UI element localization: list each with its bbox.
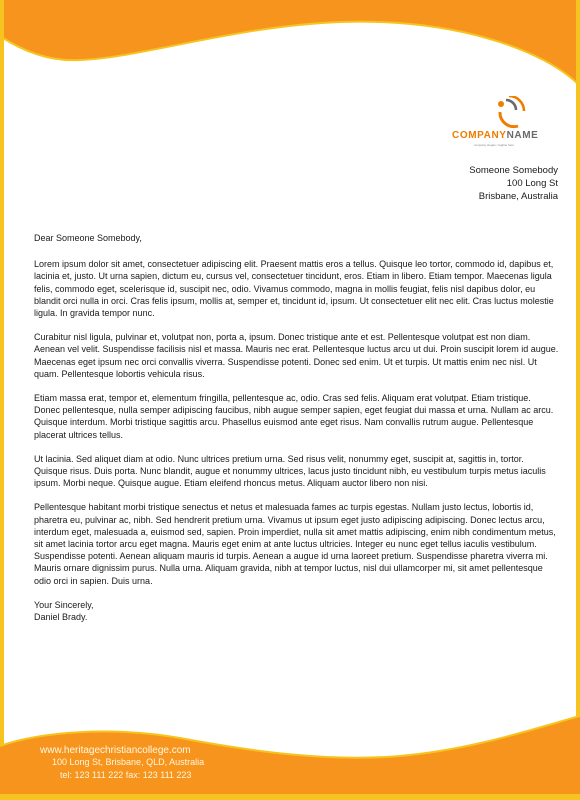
logo-signal-icon <box>492 96 528 130</box>
left-border <box>0 0 4 800</box>
footer-watermark <box>40 745 191 756</box>
recipient-address <box>469 164 558 203</box>
footer-phones: tel: 123 111 222 fax: 123 111 223 <box>60 770 192 780</box>
company-logo <box>448 96 564 148</box>
logo-name: NAME <box>506 130 539 141</box>
bottom-border <box>0 794 580 800</box>
signature: Daniel Brady. <box>34 612 88 623</box>
paragraph: Lorem ipsum dolor sit amet, consectetuer adipiscing elit. Praesent mattis eros a tellus. Quisque leo tortor, commodo id, dapibus et, lacinia et, justo. Ut urna sapien, dictum eu, cursus vel, consectetuer tincidunt, eros. Etiam in libero. Etiam tempor. Maecenas ligula felis, commodo eget, scelerisque id, suscipit nec, odio. Vivamus commodo, magna in mollis feugiat, felis nisl dapibus dolor, eu blandit orci nulla in orci. Cras felis ipsum, mollis at, semper et, tincidunt id, ipsum. Ut consectetuer elit nec elit. Cras luctus molestie ligula. In gravida tempor nunc. <box>34 259 554 319</box>
logo-tagline: company slogan / tagline here <box>474 143 515 147</box>
logo-company: COMPANY <box>452 130 507 141</box>
closing: Your Sincerely, <box>34 599 94 610</box>
footer-address: 100 Long St, Brisbane, QLD, Australia <box>52 757 205 767</box>
right-border <box>576 0 580 800</box>
recipient-name: Someone Somebody <box>469 165 558 176</box>
letter-body <box>34 232 559 623</box>
paragraph: Etiam massa erat, tempor et, elementum fringilla, pellentesque ac, odio. Cras sed felis. Aliquam erat volutpat. Etiam tristique. Donec pellentesque, nulla semper adipiscing faucibus, nibh augue semper sapien, eget feugiat dui massa et urna. Nullam ac arcu. Quisque interdum. Morbi tristique sagittis arcu. Phasellus euismod ante eget risus. Nam convallis rutrum augue. Pellentesque placerat ultrices tellus. <box>34 393 554 440</box>
paragraph: Pellentesque habitant morbi tristique senectus et netus et malesuada fames ac turpis egestas. Nullam justo lectus, lobortis id, pharetra eu, pulvinar ac, nibh. Sed hendrerit pretium urna. Vivamus ut ipsum eget justo adipiscing adipiscing. Donec lectus arcu, interdum eget, malesuada a, euismod sed, sapien. Proin imperdiet, nulla sit amet mattis adipiscing, enim nibh condimentum metus, sit amet lacinia tortor arcu eget magna. Mauris eget enim at ante luctus ultricies. Integer eu nunc eget tellus iaculis vestibulum. Suspendisse potenti. Aenean aliquam mauris id turpis. Aenean a augue id urna laoreet pretium. Suspendisse pharetra viverra mi. Mauris ornare dignissim purus. Nulla urna. Aliquam gravida, nibh at tempor luctus, nisl dui ullamcorper mi, sit amet pellentesque odio orci in sapien. Duis urna. <box>34 502 556 586</box>
recipient-city: Brisbane, Australia <box>478 191 558 202</box>
logo-wordmark <box>452 130 538 141</box>
salutation: Dear Someone Somebody, <box>34 233 142 243</box>
recipient-street: 100 Long St <box>506 178 558 189</box>
watermark-text: www.heritagechristiancollege.com <box>40 745 191 756</box>
paragraph: Curabitur nisl ligula, pulvinar et, volutpat non, porta a, ipsum. Donec tristique ante et est. Pellentesque volutpat est non diam. Aenean vel velit. Suspendisse facilisis nisl et massa. Mauris nec erat. Pellentesque luctus arcu ut dui. Proin suscipit lorem id augue. Maecenas eget ipsum nec orci convallis viverra. Suspendisse potenti. Donec sed enim. Ut et turpis. Ut mattis enim nec nisl. Ut quam. Pellentesque lobortis vehicula risus. <box>34 332 559 379</box>
paragraph: Ut lacinia. Sed aliquet diam at odio. Nunc ultrices pretium urna. Sed risus velit, nonummy eget, suscipit at, sagittis in, tortor. Quisque risus. Duis porta. Nunc blandit, augue et nonummy ultrices, lacus justo tincidunt nibh, eu vestibulum turpis metus iaculis ipsum. Morbi neque. Quisque augue. Etiam eleifend rhoncus metus. Aliquam auctor libero non nisi. <box>34 453 546 489</box>
top-wave <box>0 0 580 86</box>
